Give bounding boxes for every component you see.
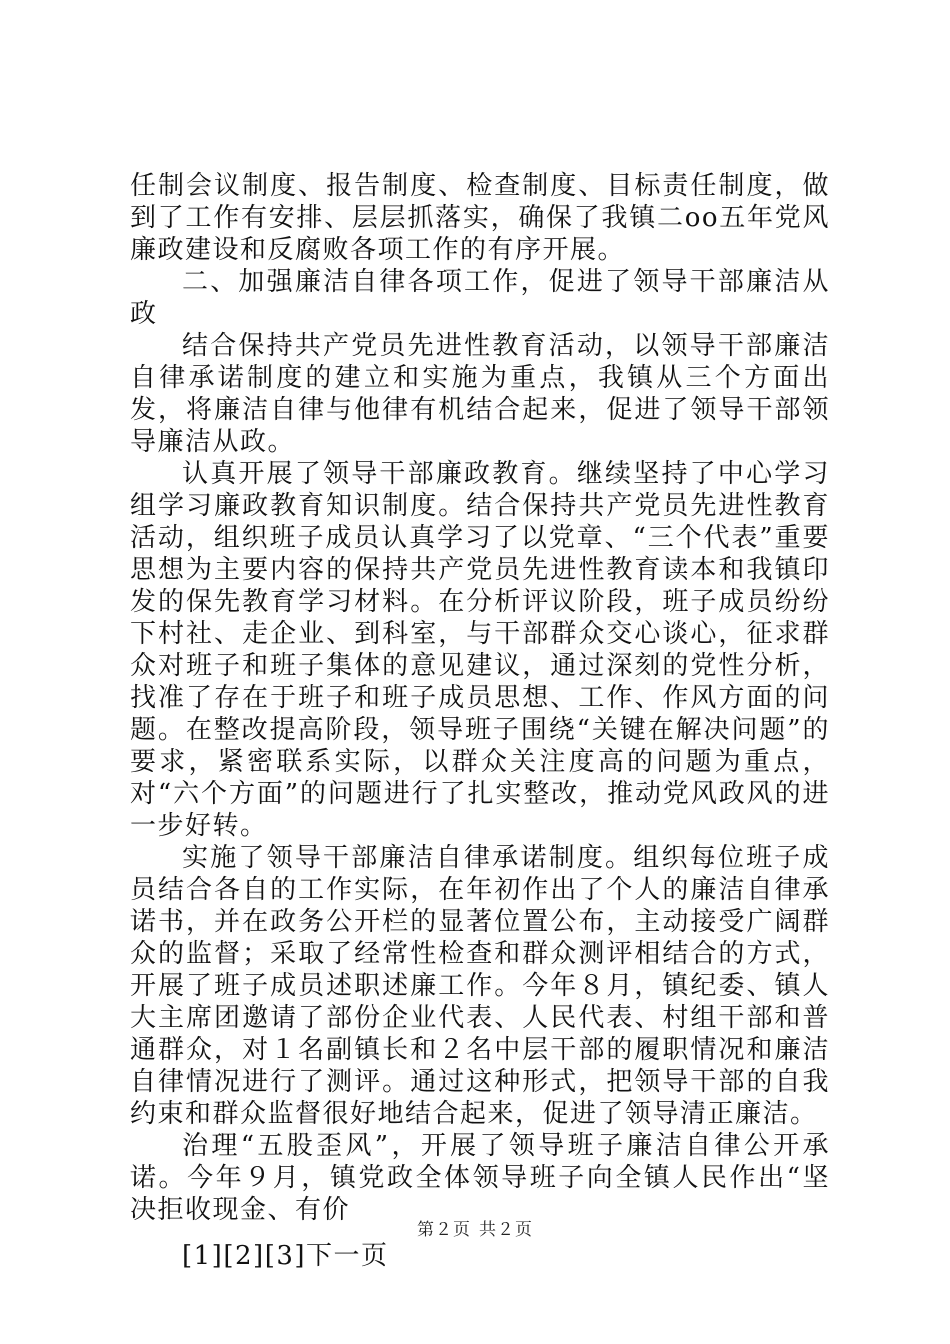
section-heading: 二、加强廉洁自律各项工作，促进了领导干部廉洁从政 [130, 267, 830, 329]
next-page-link[interactable]: 下一页 [306, 1241, 389, 1271]
pagination [130, 1240, 830, 1272]
paragraph-continuation: 任制会议制度、报告制度、检查制度、目标责任制度，做到了工作有安排、层层抓落实，确保了我镇二oo五年党风廉政建设和反腐败各项工作的有序开展。 [130, 171, 830, 265]
paragraph: 实施了领导干部廉洁自律承诺制度。组织每位班子成员结合各自的工作实际，在年初作出了个人的廉洁自律承诺书，并在政务公开栏的显著位置公布，主动接受广阔群众的监督；采取了经常性检查和群众测评相结合的方式，开展了班子成员述职述廉工作。今年８月，镇纪委、镇人大主席团邀请了部份企业代表、人民代表、村组干部和普通群众，对１名副镇长和２名中层干部的履职情况和廉洁自律情况进行了测评。通过这种形式，把领导干部的自我约束和群众监督很好地结合起来，促进了领导清正廉洁。 [130, 843, 830, 1129]
page-footer [0, 1215, 950, 1240]
total-pages: 共２页 [479, 1220, 533, 1240]
page-link-1[interactable]: [1] [182, 1241, 224, 1271]
paragraph: 认真开展了领导干部廉政教育。继续坚持了中心学习组学习廉政教育知识制度。结合保持共产党员先进性教育活动，组织班子成员认真学习了以党章、“三个代表”重要思想为主要内容的保持共产党员先进性教育读本和我镇印发的保先教育学习材料。在分析评议阶段，班子成员纷纷下村社、走企业、到科室，与干部群众交心谈心，征求群众对班子和班子集体的意见建议，通过深刻的党性分析，找准了存在于班子和班子成员思想、工作、作风方面的问题。在整改提高阶段，领导班子围绕“关键在解决问题”的要求，紧密联系实际，以群众关注度高的问题为重点，对“六个方面”的问题进行了扎实整改，推动党风政风的进一步好转。 [130, 459, 830, 841]
page-number: 第２页 [417, 1220, 471, 1240]
page-link-2[interactable]: [2] [223, 1241, 265, 1271]
paragraph: 治理“五股歪风”，开展了领导班子廉洁自律公开承诺。今年９月，镇党政全体领导班子向全镇人民作出“坚决拒收现金、有价 [130, 1131, 830, 1225]
paragraph: 结合保持共产党员先进性教育活动，以领导干部廉洁自律承诺制度的建立和实施为重点，我镇从三个方面出发，将廉洁自律与他律有机结合起来，促进了领导干部领导廉洁从政。 [130, 331, 830, 457]
document-body [130, 170, 830, 1272]
page-link-3[interactable]: [3] [264, 1241, 307, 1271]
